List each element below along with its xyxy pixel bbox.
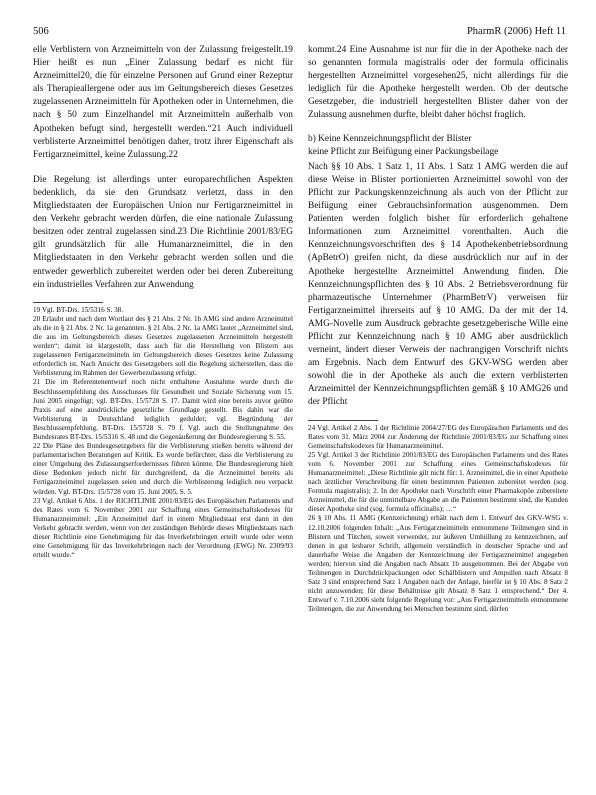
section-heading-line-1: b) Keine Kennzeichnungspflicht der Blister [308,133,472,144]
footnote-24: 24 Vgl. Artikel 2 Abs. 1 der Richtlinie 2004/27/EG des Europäischen Parlaments und des Rates vom 31. März 2004 zur Änderung der Richtlinie 2001/83/EG zur Schaffung eines Gemeinschaftskodexes für Humanarzneimittel. [308,423,568,450]
left-paragraph-1: elle Verblistern von Arzneimitteln von der Zulassung freigestellt.19 Hier heißt es nun „Einer Zulassung bedarf es nicht für Arzneimittel20, die für einzelne Personen auf Grund einer Rezeptur als Therapieallergene oder aus im Geltungsbereich dieses Gesetzes zugelassenen Arzneimitteln für Apotheken oder in Unternehmen, die nach § 50 zum Einzelhandel mit Arzneimitteln außerhalb von Apotheken befugt sind, hergestellt werden.“21 Auch individuell verblisterte Arzneimittel benötigen daher, trotz ihrer Eigenschaft als Fertigarzneimittel, keine Zulassung.22 [33,45,293,160]
left-paragraph-2: Die Regelung ist allerdings unter europarechtlichen Aspekten bedenklich, da sie den Grundsatz verletzt, dass in den Mitgliedstaaten der Europäischen Union nur Fertigarzneimittel in den Verkehr gebracht werden dürfen, die eine nationale Zulassung besitzen oder zentral zugelassen sind.23 Die Richtlinie 2001/83/EG gilt grundsätzlich für alle Humanarzneimittel, die in den Mitgliedstaaten in den Verkehr gebracht werden sollen und die entweder gewerblich zubereitet werden oder bei deren Zubereitung ein industrielles Verfahren zur Anwendung [33,174,293,290]
section-heading-line-2: keine Pflicht zur Beifügung einer Packungsbeilage [308,146,499,157]
footnote-20: 20 Erlaubt und nach dem Wortlaut des § 21 Abs. 2 Nr. 1b AMG sind andere Arzneimittel als die in § 21 Abs. 2 Nr. 1a genannten. § 21 Abs. 2 Nr. 1a AMG lautet „Arzneimittel sind, die aus im Geltungsbereich dieses Gesetzes zugelassenen Arzneimitteln hergestellt werden“; damit ist klargestellt, dass auch für die Herstellung von Blistern aus zugelassenen Fertigarzneimitteln im Geltungsbereich dieses Gesetzes keine Zulassung erforderlich ist. Nach Ansicht des Gesetzgebers soll die Regelung sicherstellen, dass die Verblisterung im Rahmen der Gewerbezulassung erfolgt. [33,314,293,378]
section-heading [308,133,568,159]
right-paragraph-1: kommt.24 Eine Ausnahme ist nur für die in der Apotheke nach der so genannten formula magistralis oder der formula officinalis hergestellten Arzneimittel vorgesehen25, nicht allerdings für die lediglich für die Apotheke hergestellt werden. Ob der deutsche Gesetzgeber, die industriell hergestellten Blister daher von der Zulassung ausnehmen durfte, bleibt daher höchst fraglich. [308,45,568,121]
page-number: 506 [33,26,49,37]
footnote-divider [308,420,378,421]
footnote-19: 19 Vgl. BT-Drs. 15/5316 S. 38. [33,305,124,314]
footnote-22: 22 Die Pläne des Bundesgesetzgebers für die Verblisterung stießen bereits während der parlamentarischen Beratungen auf Kritik. Es wurde befürchtet, dass die Verblisterung zu einer Umgehung des Zulassungserfordernisses führen könnte. Die Bundesregierung hielt diese Bedenken jedoch nicht für durchgreifend, da die Arzneimittel bereits als Fertigarzneimittel zugelassen seien und durch die Verblisterung lediglich neu verpackt würden. Vgl. BT-Drs. 15/5728 vom 15. Juni 2005, S. 5. [33,442,293,496]
page-header [33,26,566,40]
left-column [33,44,293,560]
footnote-23: 23 Vgl. Artikel 6 Abs. 1 der RICHTLINIE 2001/83/EG des Europäischen Parlaments und des Rates vom 6. November 2001 zur Schaffung eines Gemeinschaftskodexes für Humanarzneimittel: „Ein Arzneimittel darf in einem Mitgliedstaat erst dann in den Verkehr gebracht werden, wenn von der zuständigen Behörde dieses Mitgliedstaats nach dieser Richtlinie eine Genehmigung für das Inverkehrbringen erteilt wurde oder wenn eine Genehmigung für das Inverkehrbringen nach der Verordnung (EWG) Nr. 2309/93 erteilt wurde.“ [33,496,293,560]
right-column [308,44,568,615]
footnote-21: 21 Die im Referentenentwurf noch nicht enthaltene Ausnahme wurde durch die Beschlussempfehlung des Ausschusses für Gesundheit und Soziale Sicherung vom 15. Juni 2005 eingefügt; vgl. BT-Drs. 15/5728 S. 17. Damit wird eine bereits zuvor geübte Praxis auf eine ausdrückliche gesetzliche Grundlage gestellt. Bis dahin war die Verblisterung in Deutschland lediglich geduldet; vgl. Begründung der Beschlussempfehlung, BT-Drs. 15/5728 S. 79 f. Vgl. auch die Stellungnahme des Bundesrates BT-Drs. 15/5316 S. 48 und die Gegenäußerung der Bundesregierung S. 55. [33,378,293,441]
footnote-divider [33,302,103,303]
footnote-26: 26 § 10 Abs. 11 AMG (Kennzeichnung) erhält nach dem 1. Entwurf des GKV-WSG v. 12.10.2006 folgenden Inhalt: „Aus Fertigarzneimitteln entnommene Teilmengen sind in Blistern und Tütchen, soweit verwendet, zur äußeren Umhüllung zu kennzeichnen, auf denen in gut lesbarer Schrift, allgemein verständlich in deutscher Sprache und auf dauerhafte Weise die Angaben der Kennzeichnung der Fertigarzneimittel angegeben werden; hiervon sind die Angaben nach Absatz 1b ausgenommen. Bei der Abgabe von Teilmengen in Durchdrückpackungen oder Schälblistern und Ampullen nach Absatz 8 Satz 3 sind entsprechend Satz 1 Angaben nach der Anlage, hierfür ist § 10 Abs. 8 Satz 2 nicht anzuwenden; für diese Behältnisse gilt Absatz 8 Satz 1 entsprechend.“ Der 4. Entwurf v. 7.10.2006 sieht folgende Regelung vor: „Aus Fertigarzneimitteln entnommene Teilmengen, die zur Anwendung bei Menschen bestimmt sind, dürfen [308,514,568,614]
right-paragraph-2: Nach §§ 10 Abs. 1 Satz 1, 11 Abs. 1 Satz 1 AMG werden die auf diese Weise in Blister portionierten Arzneimittel sowohl von der Pflicht zur Packungskennzeichnung als auch von der Pflicht zur Beifügung einer Gebrauchsinformation ausgenommen. Dem Patienten werden folglich bisher für erforderlich gehaltene Informationen zum Arzneimittel vorenthalten. Auch die Kennzeichnungsvorschriften des § 14 Apothekenbetriebsordnung (ApBetrO) greifen nicht, da diese ausdrücklich nur auf in der Apotheke hergestellte Arzneimittel Anwendung finden. Die Kennzeichnungspflichten des § 10 Abs. 2 Betriebsverordnung für pharmazeutische Unternehmer (PharmBetrV) verweisen für Fertigarzneimittel ihrerseits auf § 10 AMG. Da der mit der 14. AMG-Novelle zum Ausdruck gebrachte gesetzgeberische Wille eine Pflicht zur Kennzeichnung nach § 10 AMG aber ausdrücklich verneint, ändert dieser Verweis der nachrangigen Vorschrift nichts am Ergebnis. Nach dem Entwurf des GKV-WSG werden aber sowohl die in der Apotheke als auch die extern verblisterten Arzneimittel der Kennzeichnungspflichten gemäß § 10 AMG26 und der Pflicht [308,161,568,408]
footnote-25: 25 Vgl. Artikel 3 der Richtlinie 2001/83/EG des Europäischen Parlaments und des Rates vom 6. November 2001 zur Schaffung eines Gemeinschaftskodexes für Humanarzneimittel: „Diese Richtlinie gilt nicht für: 1. Arzneimittel, die in einer Apotheke nach ärztlicher Verschreibung für einen bestimmten Patienten zubereitet werden (sog. Formula magistralis); 2. In der Apotheke nach Vorschrift einer Pharmakopöe zubereitete Arzneimittel, die für die unmittelbare Abgabe an die Patienten bestimmt sind, die Kunden dieser Apotheke sind (sog. formula officinalis); …“ [308,450,568,514]
journal-name: PharmR (2006) Heft 11 [466,26,566,37]
